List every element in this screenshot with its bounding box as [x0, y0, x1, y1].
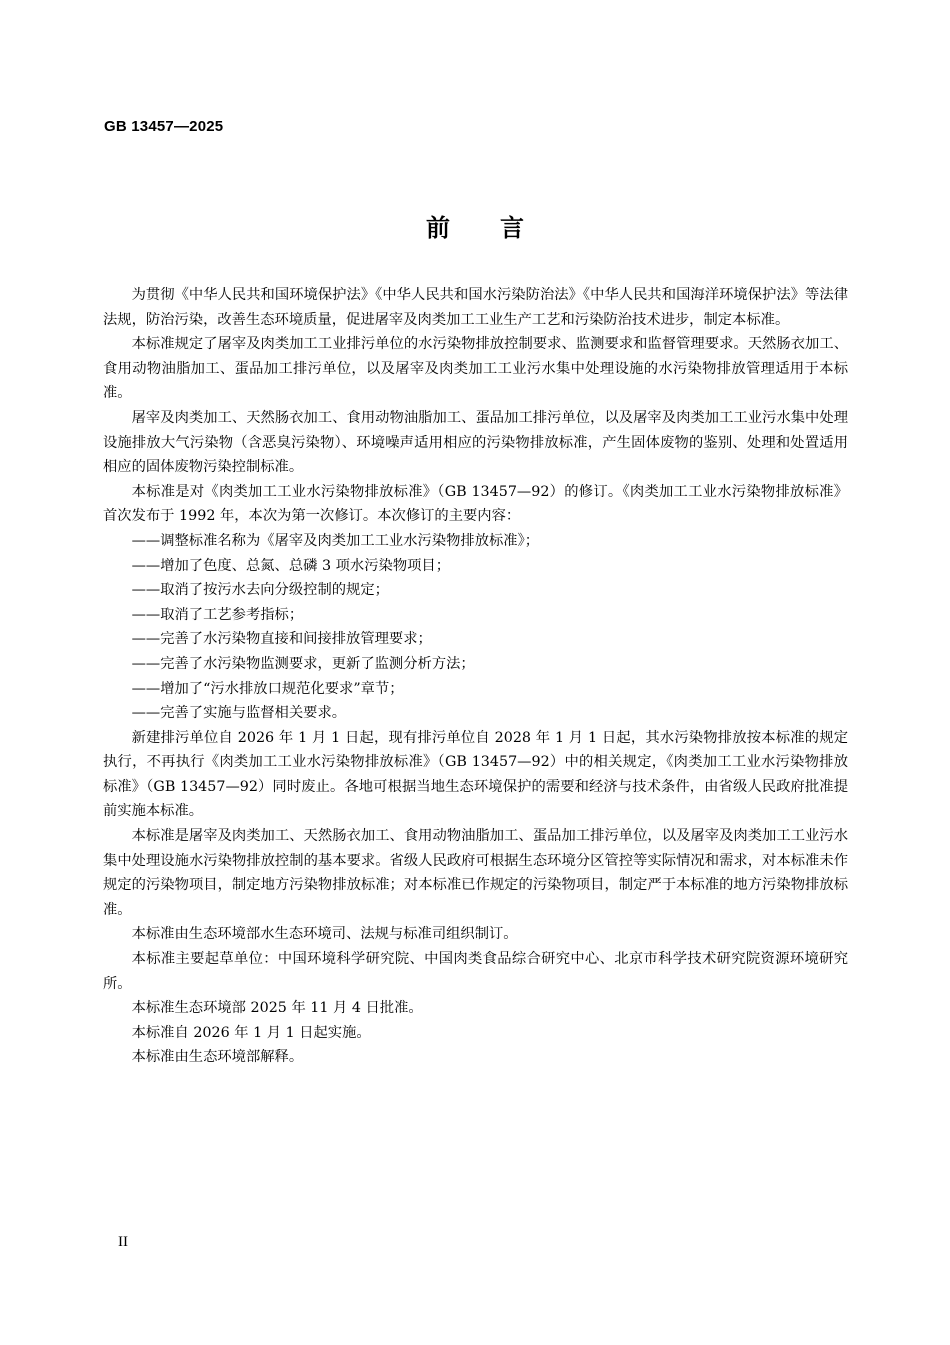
paragraph-interpretation: 本标准由生态环境部解释。 [131, 1049, 304, 1066]
paragraph-other-standards: 屠宰及肉类加工、天然肠衣加工、食用动物油脂加工、蛋品加工排污单位，以及屠宰及肉类加工工业污水集中处理设施排放大气污染物（含恶臭污染物）、环境噪声适用相应的污染物排放标准，产生固体废物的鉴别、处理和处置适用相应的固体废物污染控制标准。 [103, 409, 848, 476]
page-number: II [118, 1234, 128, 1250]
revision-item: ——调整标准名称为《屠宰及肉类加工工业水污染物排放标准》； [131, 532, 540, 549]
revision-item: ——完善了实施与监督相关要求。 [131, 705, 347, 722]
paragraph-effective-date: 本标准自 2026 年 1 月 1 日起实施。 [131, 1024, 371, 1041]
paragraph-implementation-dates: 新建排污单位自 2026 年 1 月 1 日起，现有排污单位自 2028 年 1 月 1 日起，其水污染物排放按本标准的规定执行，不再执行《肉类加工工业水污染物排放标准》（GB 13457—92）中的相关规定，《肉类加工工业水污染物排放标准》（GB 13457—92）同时废止。各地可根据当地生态环境保护的需要和经济与技术条件，由省级人民政府批准提前实施本标准。 [103, 729, 848, 820]
paragraph-organizer: 本标准由生态环境部水生态环境司、法规与标准司组织制订。 [131, 926, 518, 943]
revision-item: ——取消了工艺参考指标； [131, 606, 304, 623]
paragraph-scope: 本标准规定了屠宰及肉类加工工业排污单位的水污染物排放控制要求、监测要求和监督管理要求。天然肠衣加工、食用动物油脂加工、蛋品加工排污单位，以及屠宰及肉类加工工业污水集中处理设施的水污染物排放管理适用于本标准。 [103, 336, 848, 402]
page-title: 前言 [426, 214, 574, 242]
revision-item: ——完善了水污染物直接和间接排放管理要求； [131, 631, 432, 648]
standard-number: GB 13457—2025 [104, 118, 224, 135]
foreword-body [103, 283, 848, 1070]
paragraph-drafting-units: 本标准主要起草单位：中国环境科学研究院、中国肉类食品综合研究中心、北京市科学技术研究院资源环境研究所。 [103, 951, 848, 992]
revision-item: ——取消了按污水去向分级控制的规定； [131, 582, 389, 599]
paragraph-purpose: 为贯彻《中华人民共和国环境保护法》《中华人民共和国水污染防治法》《中华人民共和国海洋环境保护法》等法律法规，防治污染，改善生态环境质量，促进屠宰及肉类加工工业生产工艺和污染防治技术进步，制定本标准。 [103, 287, 848, 328]
paragraph-revision-intro: 本标准是对《肉类加工工业水污染物排放标准》（GB 13457—92）的修订。《肉类加工工业水污染物排放标准》首次发布于 1992 年，本次为第一次修订。本次修订的主要内容： [103, 483, 848, 525]
paragraph-basic-requirements: 本标准是屠宰及肉类加工、天然肠衣加工、食用动物油脂加工、蛋品加工排污单位，以及屠宰及肉类加工工业污水集中处理设施水污染物排放控制的基本要求。省级人民政府可根据生态环境分区管控等实际情况和需求，对本标准未作规定的污染物项目，制定地方污染物排放标准；对本标准已作规定的污染物项目，制定严于本标准的地方污染物排放标准。 [103, 828, 848, 918]
revision-item: ——增加了色度、总氮、总磷 3 项水污染物项目； [131, 557, 451, 574]
revision-item: ——完善了水污染物监测要求，更新了监测分析方法； [131, 655, 475, 672]
paragraph-approval: 本标准生态环境部 2025 年 11 月 4 日批准。 [131, 1000, 423, 1017]
revision-item: ——增加了“污水排放口规范化要求”章节； [131, 680, 404, 697]
